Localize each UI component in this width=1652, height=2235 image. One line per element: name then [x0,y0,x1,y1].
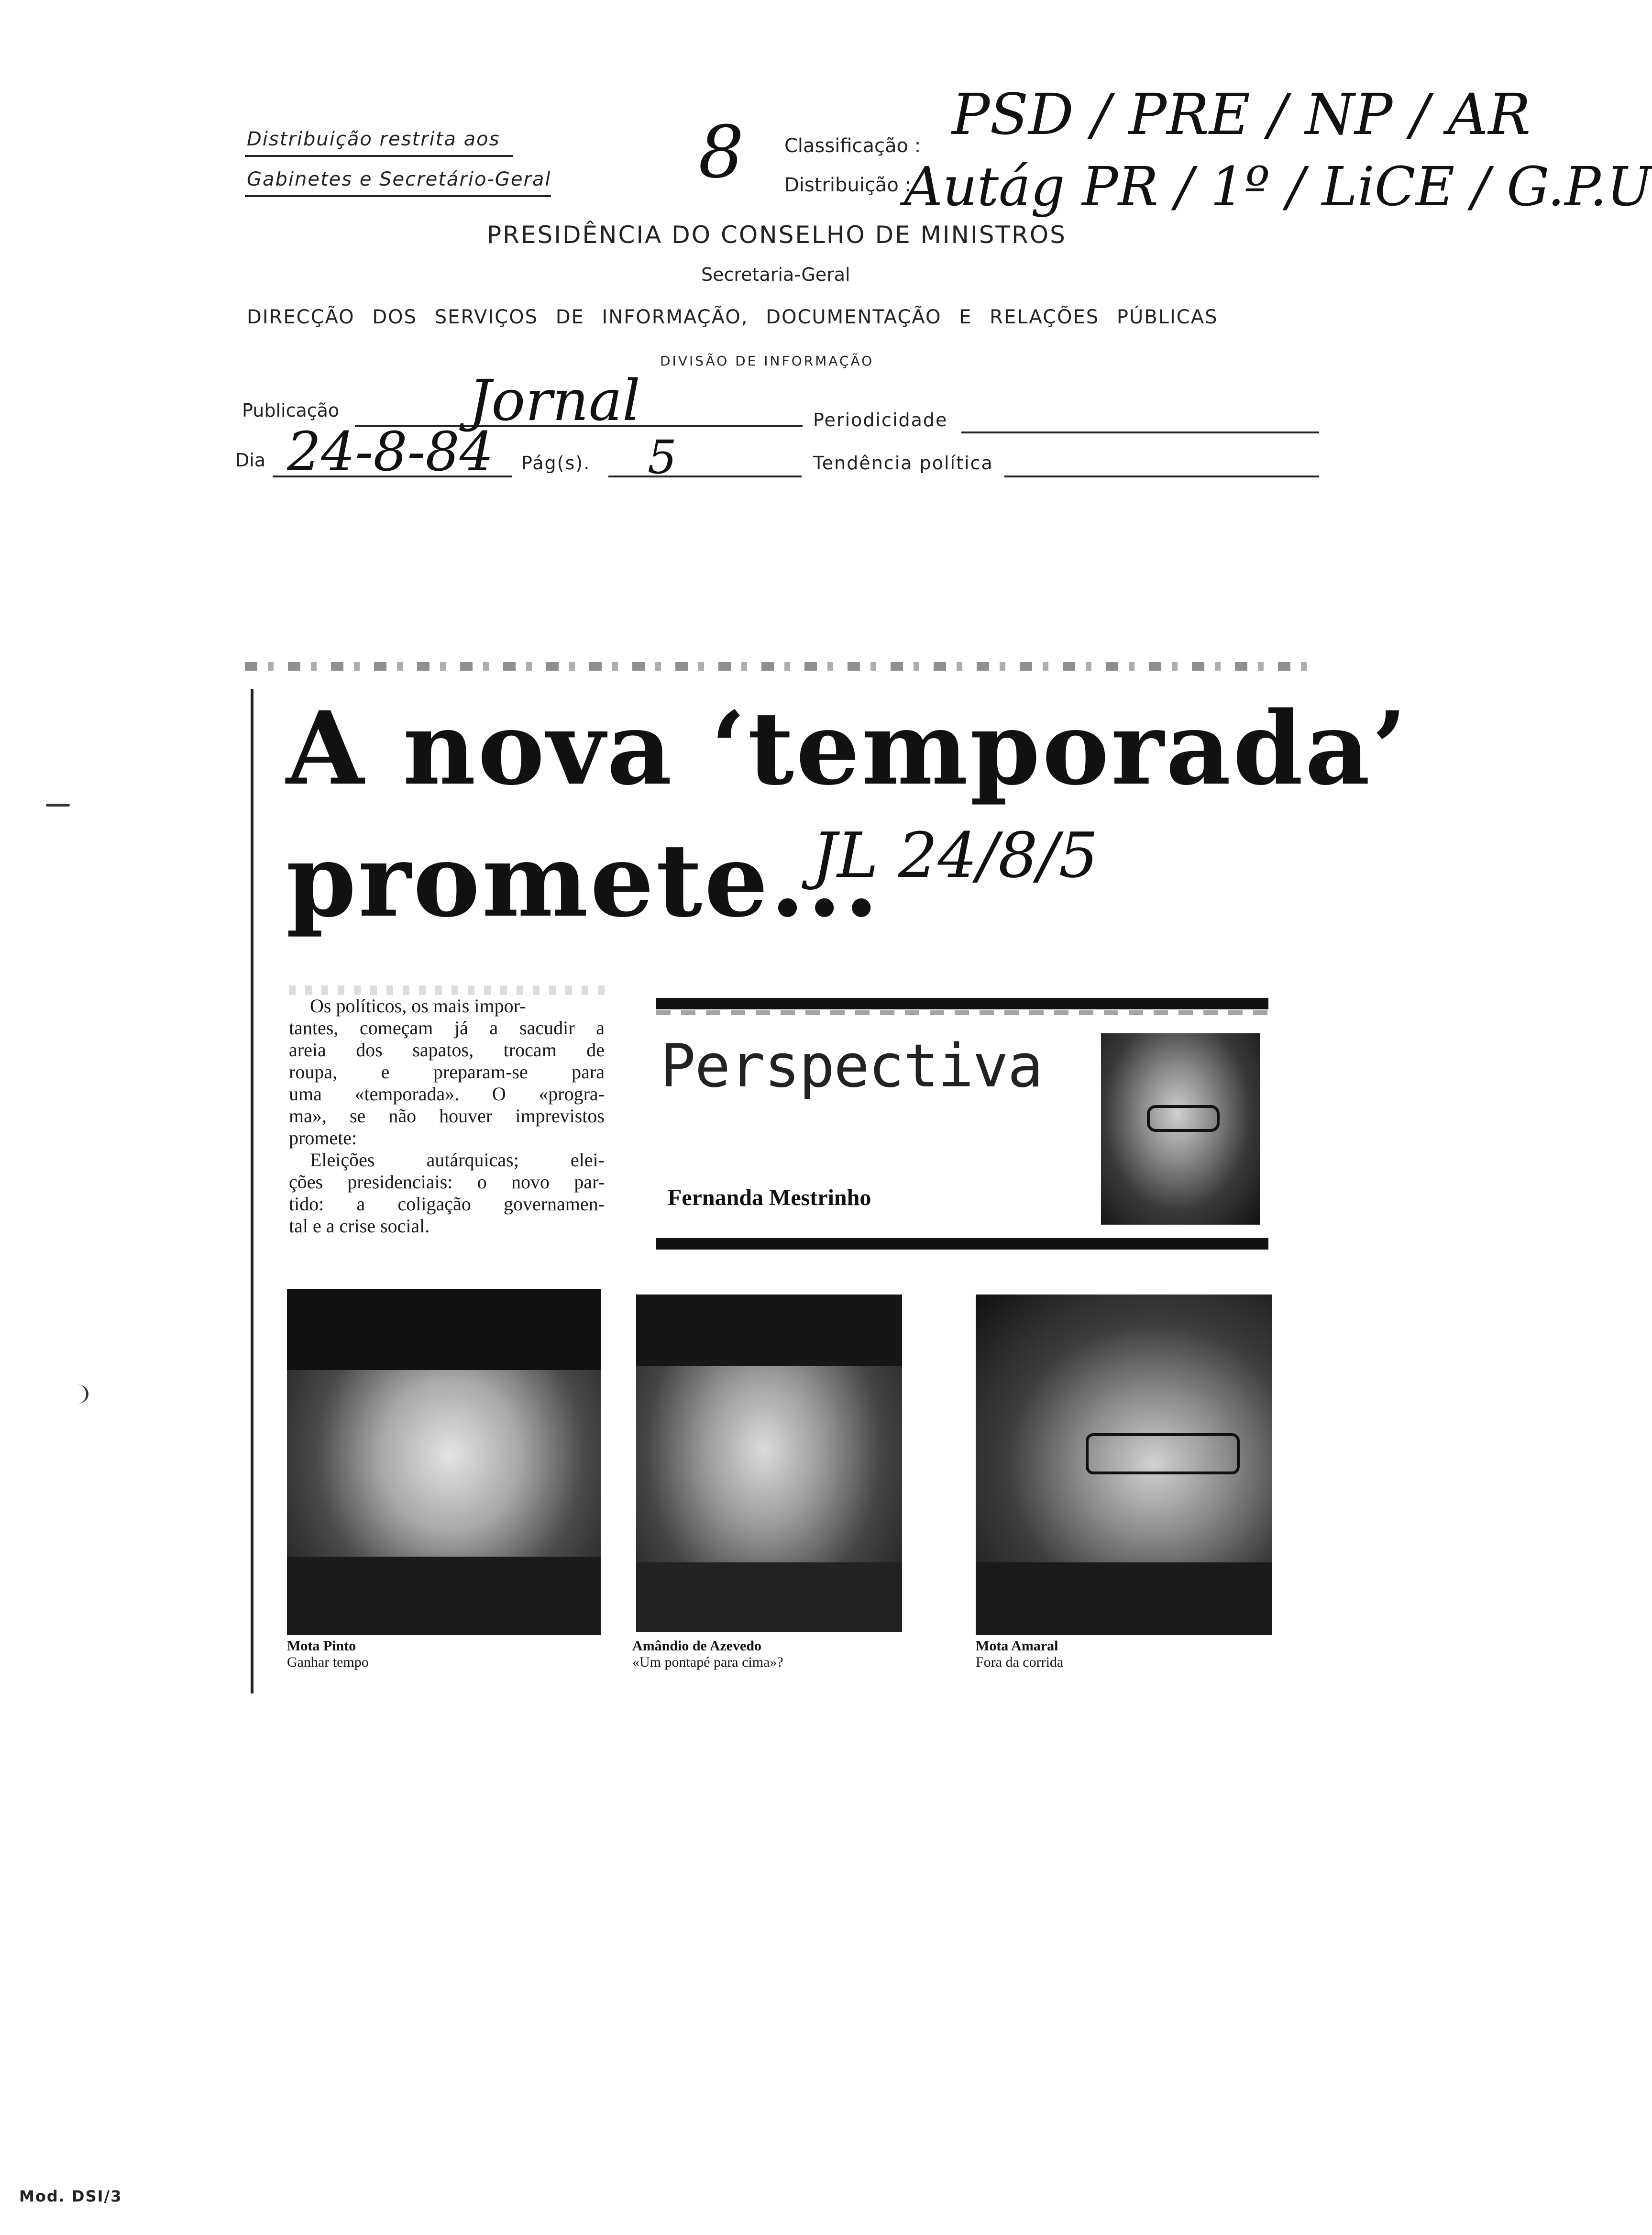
caption-amandio-de-azevedo [632,1638,783,1671]
presidencia-title: PRESIDÊNCIA DO CONSELHO DE MINISTROS [487,221,1067,249]
headline-noise [289,985,610,995]
scan-mark [67,1384,88,1404]
pags-value: 5 [648,431,677,484]
body-line: uma «temporada». O «progra- [289,1083,605,1105]
author-photo [1101,1033,1260,1225]
clipping-top-edge [245,662,1316,671]
body-line: Os políticos, os mais impor- [310,995,526,1017]
body-line: roupa, e preparam-se para [289,1061,605,1083]
photo-suit [976,1562,1272,1635]
publicacao-label: Publicação [242,400,340,421]
scan-mark [46,804,70,807]
caption-name: Mota Pinto [287,1638,356,1654]
periodicidade-line [961,432,1319,433]
secretaria-geral: Secretaria-Geral [701,264,850,285]
restricted-line-2: Gabinetes e Secretário-Geral [247,168,551,190]
handwritten-date-note: JL 24/8/5 [812,819,1099,892]
photo-mota-amaral [976,1295,1272,1635]
caption-mota-amaral [976,1638,1063,1671]
photo-mota-pinto [287,1289,601,1635]
clipping-left-edge [251,689,253,1693]
perspectiva-top-bar [656,998,1268,1009]
distribuicao-label: Distribuição : [784,174,912,196]
distribuicao-value: Autág PR / 1º / LiCE / G.P.U [904,156,1652,218]
column-author: Fernanda Mestrinho [668,1185,871,1210]
photo-hair [636,1295,902,1366]
photo-suit [636,1562,902,1632]
photo-amandio-de-azevedo [636,1295,902,1632]
caption-mota-pinto [287,1638,369,1671]
restricted-underline-1 [245,155,513,157]
dia-value: 24-8-84 [287,421,494,483]
form-model: Mod. DSI/3 [19,2187,122,2205]
classificacao-value: PSD / PRE / NP / AR [952,81,1531,147]
pags-label: Pág(s). [521,453,591,474]
handwritten-number: 8 [698,111,744,194]
body-line: ções presidenciais: o novo par- [289,1171,605,1193]
body-line: promete: [289,1127,357,1149]
caption-name: Amândio de Azevedo [632,1638,761,1654]
glasses-shape [1147,1105,1220,1132]
dia-label: Dia [235,450,266,471]
article-body [289,995,605,1237]
caption-text: «Um pontapé para cima»? [632,1654,783,1670]
perspectiva-title: Perspectiva [660,1032,1043,1101]
body-line: tido: a coligação governamen- [289,1193,605,1215]
caption-name: Mota Amaral [976,1638,1058,1654]
tendencia-line [1004,476,1319,477]
headline-line-1: A nova ‘temporada’ [286,689,1409,808]
perspectiva-bottom-bar [656,1238,1268,1250]
photo-suit [287,1557,601,1635]
perspectiva-noise [656,1010,1268,1015]
headline-line-2: promete... [286,821,881,940]
periodicidade-label: Periodicidade [813,409,948,431]
body-line: ma», se não houver imprevistos [289,1105,605,1127]
body-line: tantes, começam já a sacudir a [289,1017,605,1039]
photo-hair [287,1289,601,1370]
caption-text: Fora da corrida [976,1654,1064,1670]
restricted-underline-2 [245,195,551,197]
body-line: tal e a crise social. [289,1215,430,1237]
tendencia-label: Tendência política [813,453,993,474]
glasses-shape [1086,1433,1240,1474]
body-line: areia dos sapatos, trocam de [289,1039,605,1061]
pags-line [608,476,802,477]
publicacao-value: Jornal [469,367,640,433]
direccao-line: DIRECÇÃO DOS SERVIÇOS DE INFORMAÇÃO, DOCUMENTAÇÃO E RELAÇÕES PÚBLICAS [247,306,1218,328]
body-line: Eleições autárquicas; elei- [310,1149,605,1171]
classificacao-label: Classificação : [784,135,921,157]
divisao-line: DIVISÃO DE INFORMAÇÃO [660,353,874,369]
restricted-line-1: Distribuição restrita aos [247,128,500,150]
caption-text: Ganhar tempo [287,1654,369,1670]
